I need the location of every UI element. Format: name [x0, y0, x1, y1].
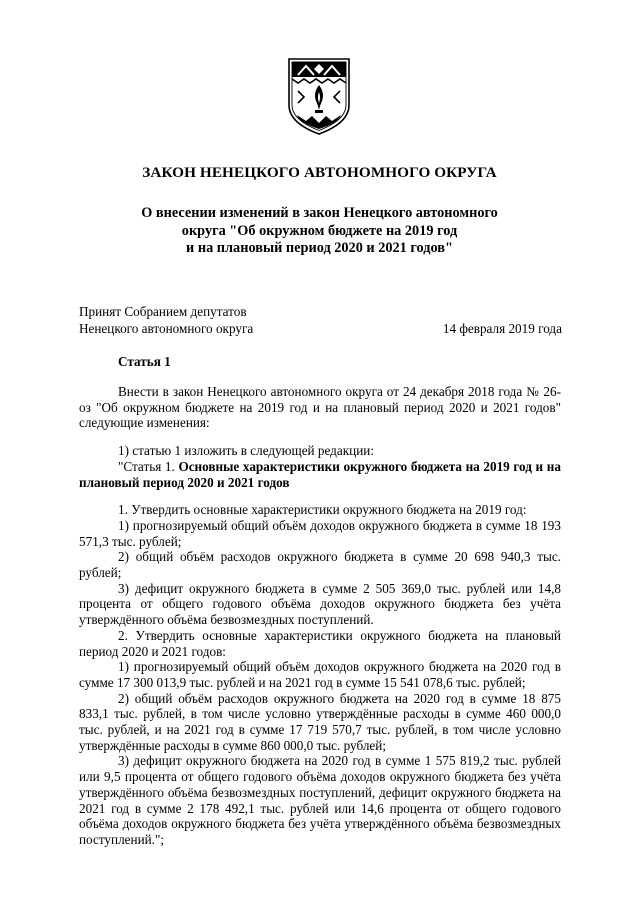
- document-subtitle: [0, 205, 639, 258]
- paragraph: 1) прогнозируемый общий объём доходов окружного бюджета в сумме 18 193 571,3 тыс. рублей;: [79, 517, 561, 549]
- adoption-statement: [79, 304, 253, 337]
- paragraph: 2. Утвердить основные характеристики окружного бюджета на плановый период 2020 и 2021 годов:: [79, 627, 561, 659]
- adoption-line: Принят Собранием депутатов: [79, 304, 247, 319]
- paragraph: 1. Утвердить основные характеристики окружного бюджета на 2019 год:: [118, 502, 527, 518]
- paragraph: 1) прогнозируемый общий объём доходов окружного бюджета на 2020 год в сумме 17 300 013,9 тыс. рублей и на 2021 год в сумме 15 541 078,6 тыс. рублей;: [79, 659, 561, 690]
- quote-prefix: "Статья 1.: [118, 458, 179, 474]
- paragraph: 3) дефицит окружного бюджета в сумме 2 505 369,0 тыс. рублей или 14,8 процента от общего годового объёма доходов окружного бюджета без учёта утверждённого объёма безвозмездных поступлений.: [79, 580, 561, 628]
- subtitle-line: О внесении изменений в закон Ненецкого автономного: [141, 205, 498, 221]
- article-heading: Статья 1: [118, 354, 171, 369]
- quoted-article-heading: [79, 459, 561, 490]
- coat-of-arms-emblem: [284, 55, 354, 137]
- paragraph: 2) общий объём расходов окружного бюджета в сумме 20 698 940,3 тыс. рублей;: [79, 549, 561, 581]
- adoption-line: Ненецкого автономного округа: [79, 320, 254, 336]
- coat-of-arms-icon: [284, 55, 354, 137]
- subtitle-line: и на плановый период 2020 и 2021 годов": [186, 240, 453, 256]
- paragraph: 2) общий объём расходов окружного бюджета на 2020 год в сумме 18 875 833,1 тыс. рублей, в том числе условно утверждённые расходы в сумме 460 000,0 тыс. рублей, и на 2021 год в сумме 17 719 570,7 тыс. рублей, в том числе условно утверждённые расходы в сумме 860 000,0 тыс. рублей;: [79, 690, 561, 753]
- subtitle-line: округа "Об окружном бюджете на 2019 год: [181, 222, 458, 239]
- document-title: ЗАКОН НЕНЕЦКОГО АВТОНОМНОГО ОКРУГА: [142, 164, 497, 181]
- article-intro: Внести в закон Ненецкого автономного округа от 24 декабря 2018 года № 26-оз "Об окружном бюджете на 2019 год и на плановый период 2020 и 2021 годов" следующие изменения:: [79, 384, 561, 431]
- quote-title: Основные характеристики окружного бюджета на 2019 год и на плановый период 2020 и 2021 годов: [79, 458, 561, 490]
- amendment-item: 1) статью 1 изложить в следующей редакции:: [118, 443, 374, 459]
- article-body: [79, 384, 561, 848]
- adoption-date: 14 февраля 2019 года: [442, 320, 562, 336]
- paragraph: 3) дефицит окружного бюджета на 2020 год в сумме 1 575 819,2 тыс. рублей или 9,5 процента от общего годового объёма доходов окружного бюджета без учёта утверждённого объёма безвозмездных поступлений, дефицит окружного бюджета на 2021 год в сумме 2 178 492,1 тыс. рублей или 14,6 процента от общего годового объёма доходов окружного бюджета без учёта утверждённого объёма безвозмездных поступлений.";: [79, 753, 561, 847]
